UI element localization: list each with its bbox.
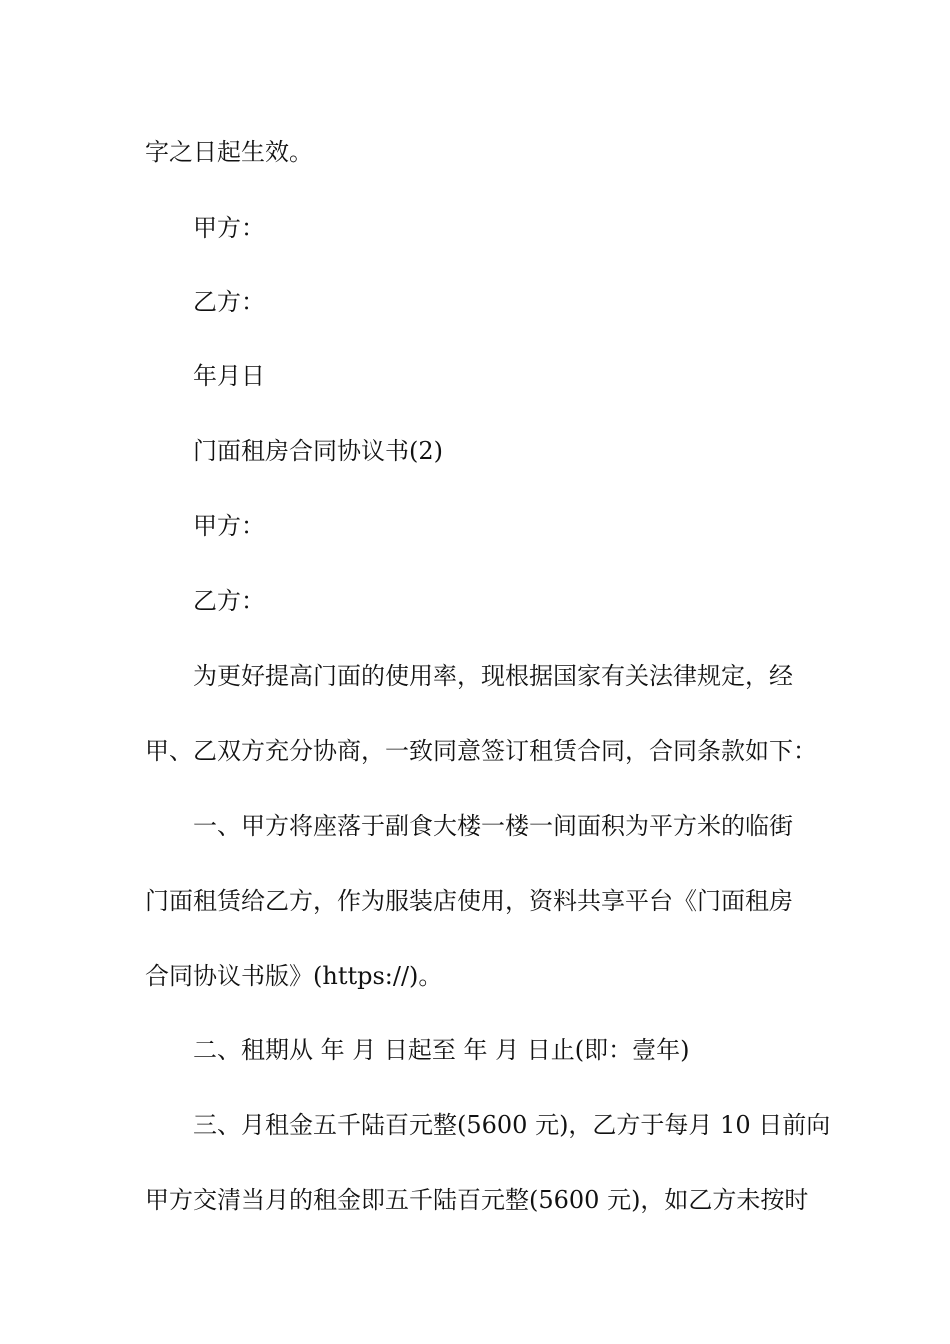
intro-paragraph-line-2: 甲、乙双方充分协商，一致同意签订租赁合同，合同条款如下： <box>145 737 817 765</box>
party-b-label-2: 乙方： <box>193 587 265 615</box>
intro-paragraph-line-1: 为更好提高门面的使用率，现根据国家有关法律规定，经 <box>193 662 793 690</box>
party-a-label: 甲方： <box>193 214 265 242</box>
party-b-label: 乙方： <box>193 288 265 316</box>
clause-3-line-1: 三、月租金五千陆百元整(5600 元)，乙方于每月 10 日前向 <box>193 1111 831 1139</box>
clause-2-line-1: 二、租期从 年 月 日起至 年 月 日止(即：壹年) <box>193 1036 690 1064</box>
party-a-label-2: 甲方： <box>193 512 265 540</box>
clause-1-line-2: 门面租赁给乙方，作为服装店使用，资料共享平台《门面租房 <box>145 887 793 915</box>
date-label: 年月日 <box>193 362 265 390</box>
clause-1-line-1: 一、甲方将座落于副食大楼一楼一间面积为平方米的临街 <box>193 812 793 840</box>
text-line-effective: 字之日起生效。 <box>145 138 313 166</box>
contract-title: 门面租房合同协议书(2) <box>193 437 443 465</box>
clause-3-line-2: 甲方交清当月的租金即五千陆百元整(5600 元)，如乙方未按时 <box>145 1186 809 1214</box>
clause-1-line-3: 合同协议书版》(https://)。 <box>145 962 443 990</box>
